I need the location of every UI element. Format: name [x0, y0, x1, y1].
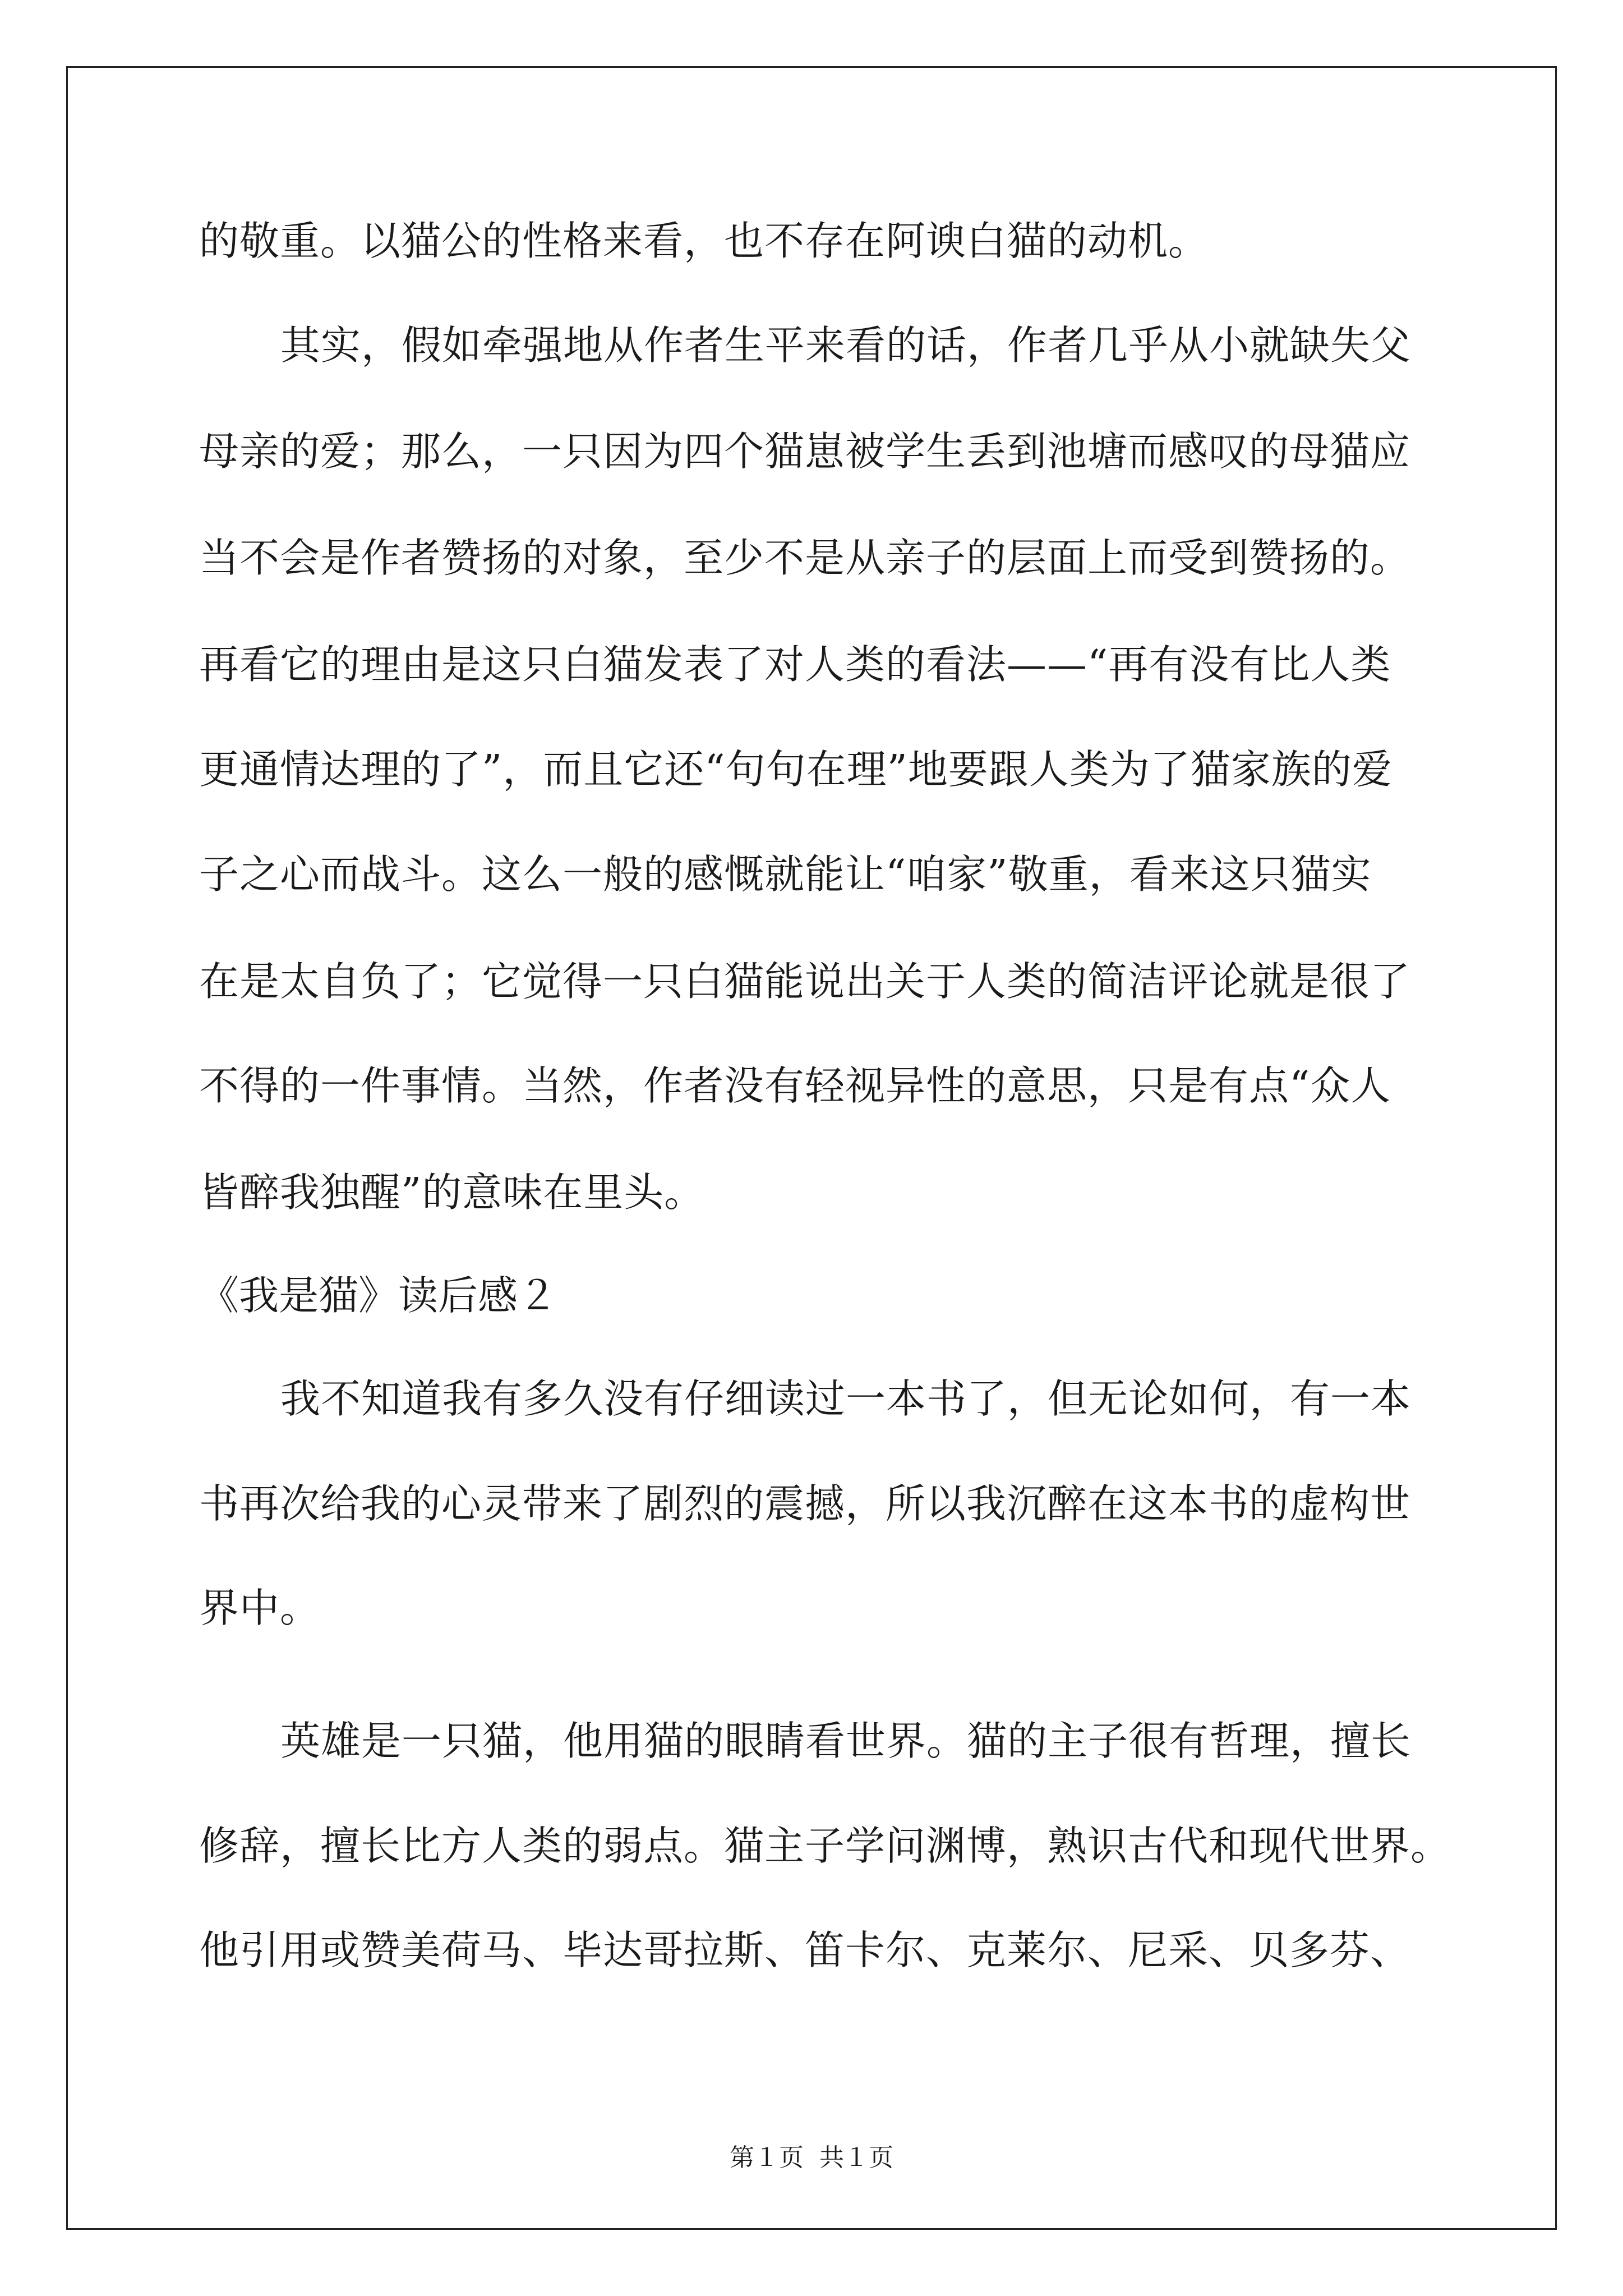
text-line: 当不会是作者赞扬的对象，至少不是从亲子的层面上而受到赞扬的。 — [199, 535, 1411, 581]
text-line: 其实，假如牵强地从作者生平来看的话，作者几乎从小就缺失父 — [280, 322, 1412, 369]
text-line: 在是太自负了；它觉得一只白猫能说出关于人类的简洁评论就是很了 — [199, 958, 1411, 1005]
text-line: 界中。 — [199, 1585, 321, 1631]
page-total: 共１页 — [819, 2143, 893, 2172]
text-line: 皆醉我独醒”的意味在里头。 — [199, 1169, 705, 1216]
text-line: 修辞，擅长比方人类的弱点。猫主子学问渊博，熟识古代和现代世界。 — [199, 1823, 1451, 1869]
text-line: 书再次给我的心灵带来了剧烈的震撼，所以我沉醉在这本书的虚构世 — [199, 1480, 1411, 1527]
text-line: 子之心而战斗。这么一般的感慨就能让“咱家”敬重，看来这只猫实 — [199, 851, 1372, 898]
page-number: 第１页 — [730, 2143, 804, 2172]
section-heading: 《我是猫》读后感２ — [199, 1272, 558, 1319]
page-border — [66, 66, 1557, 2230]
text-line: 我不知道我有多久没有仔细读过一本书了，但无论如何，有一本 — [280, 1375, 1412, 1422]
page-footer — [0, 2137, 1623, 2173]
text-line: 不得的一件事情。当然，作者没有轻视异性的意思，只是有点“众人 — [199, 1062, 1391, 1109]
text-line: 英雄是一只猫，他用猫的眼睛看世界。猫的主子很有哲理，擅长 — [280, 1718, 1412, 1764]
text-line: 他引用或赞美荷马、毕达哥拉斯、笛卡尔、克莱尔、尼采、贝多芬、 — [199, 1927, 1411, 1973]
text-line: 更通情达理的了”，而且它还“句句在理”地要跟人类为了猫家族的爱 — [199, 746, 1393, 793]
text-line: 的敬重。以猫公的性格来看，也不存在阿谀白猫的动机。 — [199, 218, 1209, 264]
text-line: 再看它的理由是这只白猫发表了对人类的看法——“再有没有比人类 — [199, 641, 1391, 688]
text-line: 母亲的爱；那么，一只因为四个猫崽被学生丢到池塘而感叹的母猫应 — [199, 428, 1411, 475]
